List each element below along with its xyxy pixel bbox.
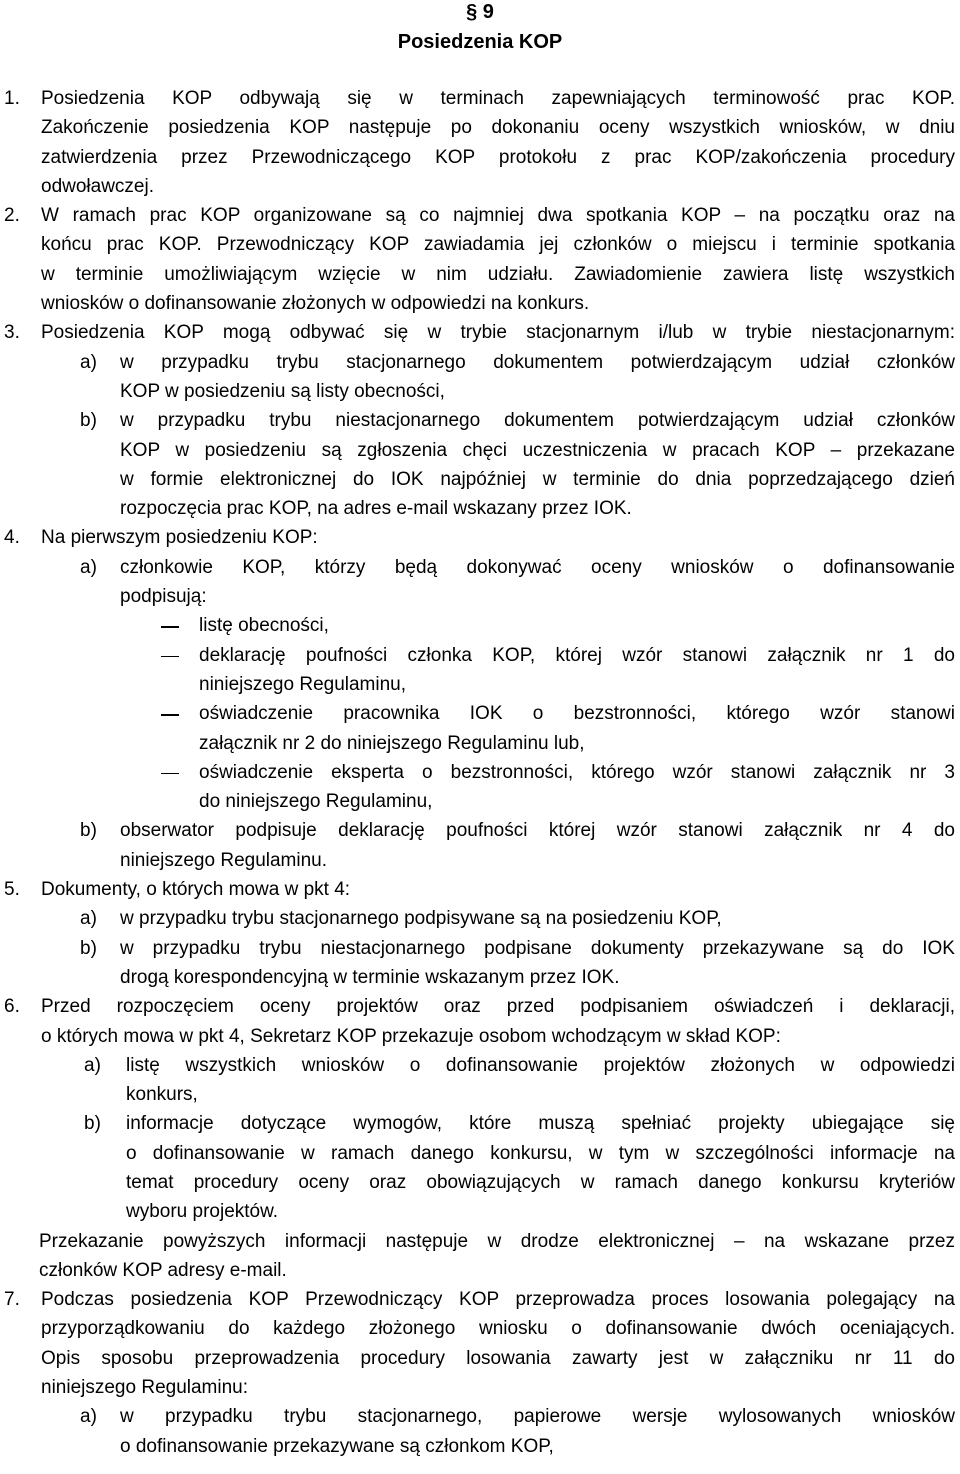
- list-item-marker: b): [80, 820, 97, 842]
- text-line-content: w przypadku trybu stacjonarnego dokumentem potwierdzającym udział członków: [120, 351, 955, 373]
- text-line-content: końcu prac KOP. Przewodniczący KOP zawiadamia jej członków o miejscu i terminie spotkania: [41, 234, 955, 256]
- text-line: [0, 230, 960, 259]
- text-line: [0, 1402, 960, 1431]
- text-line: [0, 1139, 960, 1168]
- text-line-content: deklarację poufności członka KOP, której wzór stanowi załącznik nr 1 do: [199, 644, 955, 666]
- text-line: [0, 406, 960, 435]
- text-line-content: wyboru projektów.: [126, 1201, 279, 1223]
- paragraph-number: 2.: [4, 205, 20, 227]
- text-line: [0, 1432, 960, 1461]
- text-line: [0, 611, 960, 640]
- list-item-marker: a): [80, 556, 97, 578]
- section-number: § 9: [466, 1, 494, 23]
- text-line-content: w przypadku trybu stacjonarnego, papierowe wersje wylosowanych wniosków: [120, 1406, 955, 1428]
- text-line-content: zatwierdzenia przez Przewodniczącego KOP protokołu z prac KOP/zakończenia procedury: [41, 146, 955, 168]
- paragraph-number: 4.: [4, 527, 20, 549]
- text-line: [0, 523, 960, 552]
- text-line: [0, 846, 960, 875]
- text-line-content: temat procedury oceny oraz obowiązujących w ramach danego konkursu kryteriów: [126, 1171, 955, 1193]
- list-item-marker: a): [80, 351, 97, 373]
- text-line: [0, 348, 960, 377]
- text-line: [0, 1109, 960, 1138]
- text-line: [0, 436, 960, 465]
- text-line: [0, 1314, 960, 1343]
- text-line: [0, 1344, 960, 1373]
- text-line-content: przyporządkowaniu do każdego złożonego wniosku o dofinansowanie dwóch oceniających.: [41, 1318, 955, 1340]
- text-line: [0, 670, 960, 699]
- text-line: [0, 787, 960, 816]
- text-line-content: oświadczenie pracownika IOK o bezstronności, którego wzór stanowi: [199, 703, 955, 725]
- paragraph-number: 5.: [4, 879, 20, 901]
- text-line-content: w przypadku trybu niestacjonarnego podpisane dokumenty przekazywane są do IOK: [120, 937, 955, 959]
- list-item-marker: a): [80, 908, 97, 930]
- dash-bullet-icon: [161, 656, 179, 657]
- text-line-content: członków KOP adresy e-mail.: [39, 1259, 287, 1281]
- text-line: [0, 875, 960, 904]
- text-line-content: Dokumenty, o których mowa w pkt 4:: [41, 879, 351, 901]
- text-line: [0, 992, 960, 1021]
- text-line: [0, 1168, 960, 1197]
- text-line: [0, 816, 960, 845]
- list-item-marker: a): [80, 1406, 97, 1428]
- text-line: [0, 113, 960, 142]
- text-line-content: niniejszego Regulaminu,: [199, 673, 407, 695]
- text-line-content: KOP w posiedzeniu są zgłoszenia chęci uczestniczenia w pracach KOP – przekazane: [120, 439, 955, 461]
- paragraph-number: 1.: [4, 88, 20, 109]
- text-line-content: konkurs,: [126, 1084, 198, 1106]
- text-line: [0, 553, 960, 582]
- text-line-content: obserwator podpisuje deklarację poufności której wzór stanowi załącznik nr 4 do: [120, 820, 955, 842]
- text-line-content: członkowie KOP, którzy będą dokonywać oceny wniosków o dofinansowanie: [120, 556, 955, 578]
- text-line-content: Posiedzenia KOP mogą odbywać się w trybie stacjonarnym i/lub w trybie niestacjonarnym:: [41, 322, 955, 344]
- text-line: [0, 934, 960, 963]
- text-line-content: załącznik nr 2 do niniejszego Regulaminu lub,: [199, 732, 585, 754]
- paragraph-number: 6.: [4, 996, 20, 1018]
- dash-bullet-icon: [161, 626, 179, 627]
- text-line-content: Zakończenie posiedzenia KOP następuje po dokonaniu oceny wszystkich wniosków, w dniu: [41, 117, 955, 139]
- text-line: [0, 1080, 960, 1109]
- paragraph-number: 3.: [4, 322, 20, 344]
- list-item-marker: b): [84, 1113, 101, 1135]
- text-line: [0, 641, 960, 670]
- text-line-content: o dofinansowanie przekazywane są członkom KOP,: [120, 1435, 554, 1457]
- text-line-content: Podczas posiedzenia KOP Przewodniczący KOP przeprowadza proces losowania polegający na: [41, 1289, 955, 1311]
- list-item-marker: b): [80, 410, 97, 432]
- text-line-content: drogą korespondencyjną w terminie wskazanym przez IOK.: [120, 966, 620, 988]
- text-line-content: Na pierwszym posiedzeniu KOP:: [41, 527, 318, 549]
- section-title: Posiedzenia KOP: [397, 31, 563, 53]
- text-line: [0, 699, 960, 728]
- text-line-content: w formie elektronicznej do IOK najpóźniej w terminie do dnia poprzedzającego dzień: [120, 468, 955, 490]
- text-line-content: Przed rozpoczęciem oceny projektów oraz przed podpisaniem oświadczeń i deklaracji,: [41, 996, 955, 1018]
- text-line: [0, 1373, 960, 1402]
- text-line: [0, 494, 960, 523]
- text-line-content: Opis sposobu przeprowadzenia procedury losowania zawarty jest w załączniku nr 11 do: [41, 1347, 955, 1369]
- text-line-content: Przekazanie powyższych informacji następuje w drodze elektronicznej – na wskazane przez: [39, 1230, 955, 1252]
- text-line-content: podpisują:: [120, 586, 207, 608]
- text-line-content: w terminie umożliwiającym wzięcie w nim udziału. Zawiadomienie zawiera listę wszystkich: [41, 263, 955, 285]
- text-line: [0, 465, 960, 494]
- text-line: [0, 1051, 960, 1080]
- text-line-content: niniejszego Regulaminu.: [120, 849, 328, 871]
- text-line-content: wniosków o dofinansowanie złożonych w odpowiedzi na konkurs.: [41, 293, 590, 315]
- text-line-content: oświadczenie eksperta o bezstronności, którego wzór stanowi załącznik nr 3: [199, 761, 955, 783]
- dash-bullet-icon: [161, 773, 179, 774]
- text-line-content: niniejszego Regulaminu:: [41, 1377, 249, 1399]
- text-line: [0, 904, 960, 933]
- text-line: [0, 172, 960, 201]
- text-line-content: W ramach prac KOP organizowane są co najmniej dwa spotkania KOP – na początku oraz na: [41, 205, 955, 227]
- text-line-content: rozpoczęcia prac KOP, na adres e-mail wskazany przez IOK.: [120, 498, 632, 520]
- text-line-content: odwoławczej.: [41, 175, 154, 197]
- text-line: [0, 758, 960, 787]
- text-line: [0, 143, 960, 172]
- text-line: [0, 963, 960, 992]
- text-line-content: KOP w posiedzeniu są listy obecności,: [120, 380, 445, 402]
- text-line-content: o których mowa w pkt 4, Sekretarz KOP przekazuje osobom wchodzącym w skład KOP:: [41, 1025, 781, 1047]
- text-line-content: listę wszystkich wniosków o dofinansowanie projektów złożonych w odpowiedzi: [126, 1054, 955, 1076]
- text-line: [0, 729, 960, 758]
- text-line: [0, 318, 960, 347]
- text-line-content: do niniejszego Regulaminu,: [199, 791, 433, 813]
- text-line-content: informacje dotyczące wymogów, które muszą spełniać projekty ubiegające się: [126, 1113, 955, 1135]
- text-line: [0, 1256, 960, 1285]
- text-line: [0, 1197, 960, 1226]
- text-line-content: listę obecności,: [199, 615, 329, 637]
- list-item-marker: a): [84, 1054, 101, 1076]
- text-line-content: Posiedzenia KOP odbywają się w terminach zapewniających terminowość prac KOP.: [41, 88, 955, 109]
- text-line-content: w przypadku trybu niestacjonarnego dokumentem potwierdzającym udział członków: [120, 410, 955, 432]
- text-line: [0, 1022, 960, 1051]
- list-item-marker: b): [80, 937, 97, 959]
- text-line: [0, 260, 960, 289]
- text-line: [0, 201, 960, 230]
- text-line: [0, 289, 960, 318]
- dash-bullet-icon: [161, 714, 179, 715]
- text-line-content: o dofinansowanie w ramach danego konkursu, w tym w szczególności informacje na: [126, 1142, 955, 1164]
- document-body: [0, 84, 960, 1461]
- text-line-content: w przypadku trybu stacjonarnego podpisywane są na posiedzeniu KOP,: [120, 908, 722, 930]
- text-line: [0, 1227, 960, 1256]
- text-line: [0, 84, 960, 113]
- text-line: [0, 1285, 960, 1314]
- paragraph-number: 7.: [4, 1289, 20, 1311]
- text-line: [0, 377, 960, 406]
- text-line: [0, 582, 960, 611]
